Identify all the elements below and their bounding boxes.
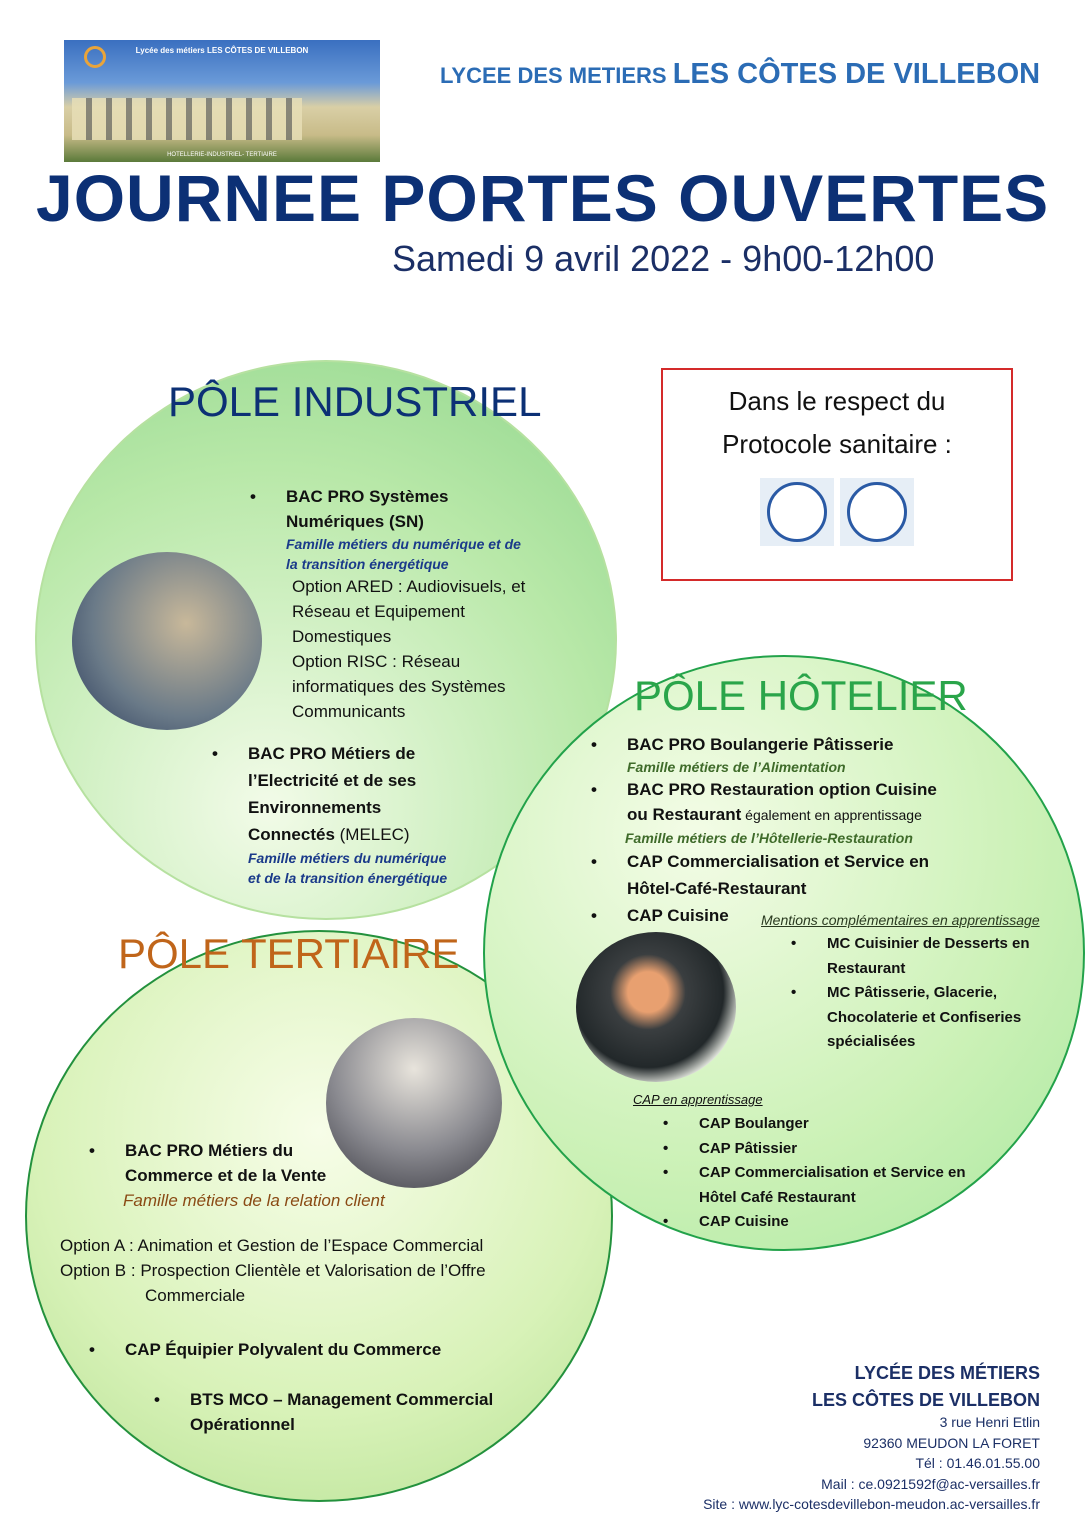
hotelier-family: Famille métiers de l’Alimentation — [627, 759, 846, 775]
sn-option: Communicants — [292, 702, 406, 721]
cap-item: • CAP Pâtissier — [699, 1137, 966, 1162]
industriel-sn-block — [286, 484, 525, 724]
melec-title: • BAC PRO Métiers de — [248, 740, 447, 767]
sn-title-2: Numériques (SN) — [286, 512, 424, 531]
footer-school-name — [812, 1360, 1040, 1414]
mc-item-2: Chocolaterie et Confiseries — [827, 1008, 1022, 1026]
mc-list — [827, 932, 1030, 1055]
pole-tertiaire-title: PÔLE TERTIAIRE — [118, 930, 460, 977]
hotelier-item: • CAP Cuisine — [627, 902, 937, 929]
cap-item-2: Hôtel Café Restaurant — [699, 1188, 856, 1206]
melec-family: Famille métiers du numérique — [248, 850, 447, 866]
hotelier-item: • BAC PRO Restauration option Cuisine — [627, 777, 937, 802]
cap-item: • CAP Boulanger — [699, 1112, 966, 1137]
mcv-title-2: Commerce et de la Vente — [125, 1166, 327, 1185]
electrical-panel-photo — [72, 552, 262, 730]
melec-title-3: Environnements — [248, 798, 382, 817]
sanitary-line-1: Dans le respect du — [728, 386, 946, 416]
mc-item: • MC Cuisinier de Desserts en — [827, 932, 1030, 957]
hotelier-block — [627, 732, 937, 929]
footer-line-1: LYCÉE DES MÉTIERS — [854, 1363, 1040, 1383]
banner-caption-top: Lycée des métiers LES CÔTES DE VILLEBON — [135, 46, 309, 55]
sn-option: Réseau et Equipement — [292, 602, 465, 621]
event-date: Samedi 9 avril 2022 - 9h00-12h00 — [392, 238, 935, 279]
banner-caption-bottom: HOTELLERIE-INDUSTRIEL- TERTIAIRE — [167, 152, 277, 158]
hotelier-item-2: ou Restaurant — [627, 805, 742, 824]
industriel-melec-block — [248, 740, 447, 888]
mc-item-2: Restaurant — [827, 959, 906, 977]
mc-item: • MC Pâtisserie, Glacerie, — [827, 981, 1030, 1006]
header-school-name: LES CÔTES DE VILLEBON — [672, 58, 1041, 90]
option-a: Option A : Animation et Gestion de l’Espace Commercial — [60, 1236, 484, 1255]
option-b-2: Commerciale — [145, 1286, 246, 1305]
tertiaire-mcv-block — [125, 1138, 385, 1213]
melec-title-2: l’Electricité et de ses — [248, 771, 417, 790]
pole-hotelier-title: PÔLE HÔTELIER — [634, 672, 968, 719]
pole-industriel-title: PÔLE INDUSTRIEL — [168, 378, 542, 425]
building-illustration — [72, 98, 302, 140]
tertiaire-options — [60, 1233, 486, 1308]
apprenticeship-note: également en apprentissage — [741, 807, 922, 823]
melec-title-4: Connectés — [248, 825, 335, 844]
school-banner-photo — [64, 40, 380, 162]
hotelier-item: • BAC PRO Boulangerie Pâtisserie — [627, 732, 937, 757]
dessert-photo — [576, 932, 736, 1082]
mc-item-3: spécialisées — [827, 1033, 916, 1050]
footer-address: 3 rue Henri Etlin — [939, 1414, 1040, 1430]
mcv-title: • BAC PRO Métiers du — [125, 1138, 385, 1163]
option-b: Option B : Prospection Clientèle et Valorisation de l’Offre — [60, 1261, 486, 1280]
footer-city: 92360 MEUDON LA FORET — [863, 1434, 1040, 1451]
footer-line-2: LES CÔTES DE VILLEBON — [811, 1390, 1040, 1410]
bts-title-2: Opérationnel — [190, 1415, 295, 1434]
bts-mco — [190, 1387, 493, 1437]
sn-title: • BAC PRO Systèmes — [286, 484, 525, 509]
melec-abbr: (MELEC) — [334, 825, 410, 844]
school-header — [440, 58, 1040, 91]
mc-heading: Mentions complémentaires en apprentissage — [761, 912, 1040, 928]
sn-option: informatiques des Systèmes — [292, 677, 506, 696]
cap-epc-label: • CAP Équipier Polyvalent du Commerce — [125, 1337, 441, 1362]
mask-icon — [760, 478, 834, 546]
hotelier-family: Famille métiers de l’Hôtellerie-Restauration — [625, 830, 913, 846]
hotelier-item-2: Hôtel-Café-Restaurant — [627, 879, 807, 898]
sanitary-protocol-box — [661, 368, 1013, 581]
page-title: JOURNEE PORTES OUVERTES — [36, 161, 1050, 235]
footer-phone: Tél : 01.46.01.55.00 — [915, 1455, 1040, 1471]
sn-option: Option ARED : Audiovisuels, et — [292, 577, 526, 596]
footer-website-link[interactable]: Site : www.lyc-cotesdevillebon-meudon.ac-versailles.fr — [703, 1496, 1040, 1512]
melec-family-2: et de la transition énergétique — [248, 870, 448, 886]
footer-contact — [703, 1412, 1040, 1515]
cap-item: • CAP Cuisine — [699, 1210, 966, 1235]
hotelier-item: • CAP Commercialisation et Service en — [627, 848, 937, 875]
cap-epc — [125, 1337, 441, 1362]
cap-apprentissage-heading: CAP en apprentissage — [633, 1092, 763, 1107]
cap-item: • CAP Commercialisation et Service en — [699, 1161, 966, 1186]
sanitary-line-2: Protocole sanitaire : — [722, 429, 952, 459]
sn-option: Option RISC : Réseau — [292, 652, 461, 671]
sn-family-2: la transition énergétique — [286, 556, 449, 572]
mcv-family: Famille métiers de la relation client — [123, 1191, 385, 1210]
hand-wash-icon — [840, 478, 914, 546]
cap-apprentissage-list — [699, 1112, 966, 1235]
sn-option: Domestiques — [292, 627, 392, 646]
sn-family: Famille métiers du numérique et de — [286, 536, 521, 552]
header-prefix: LYCEE DES METIERS — [440, 63, 667, 88]
bts-title: • BTS MCO – Management Commercial — [190, 1387, 493, 1412]
footer-email-link[interactable]: Mail : ce.0921592f@ac-versailles.fr — [821, 1475, 1040, 1492]
